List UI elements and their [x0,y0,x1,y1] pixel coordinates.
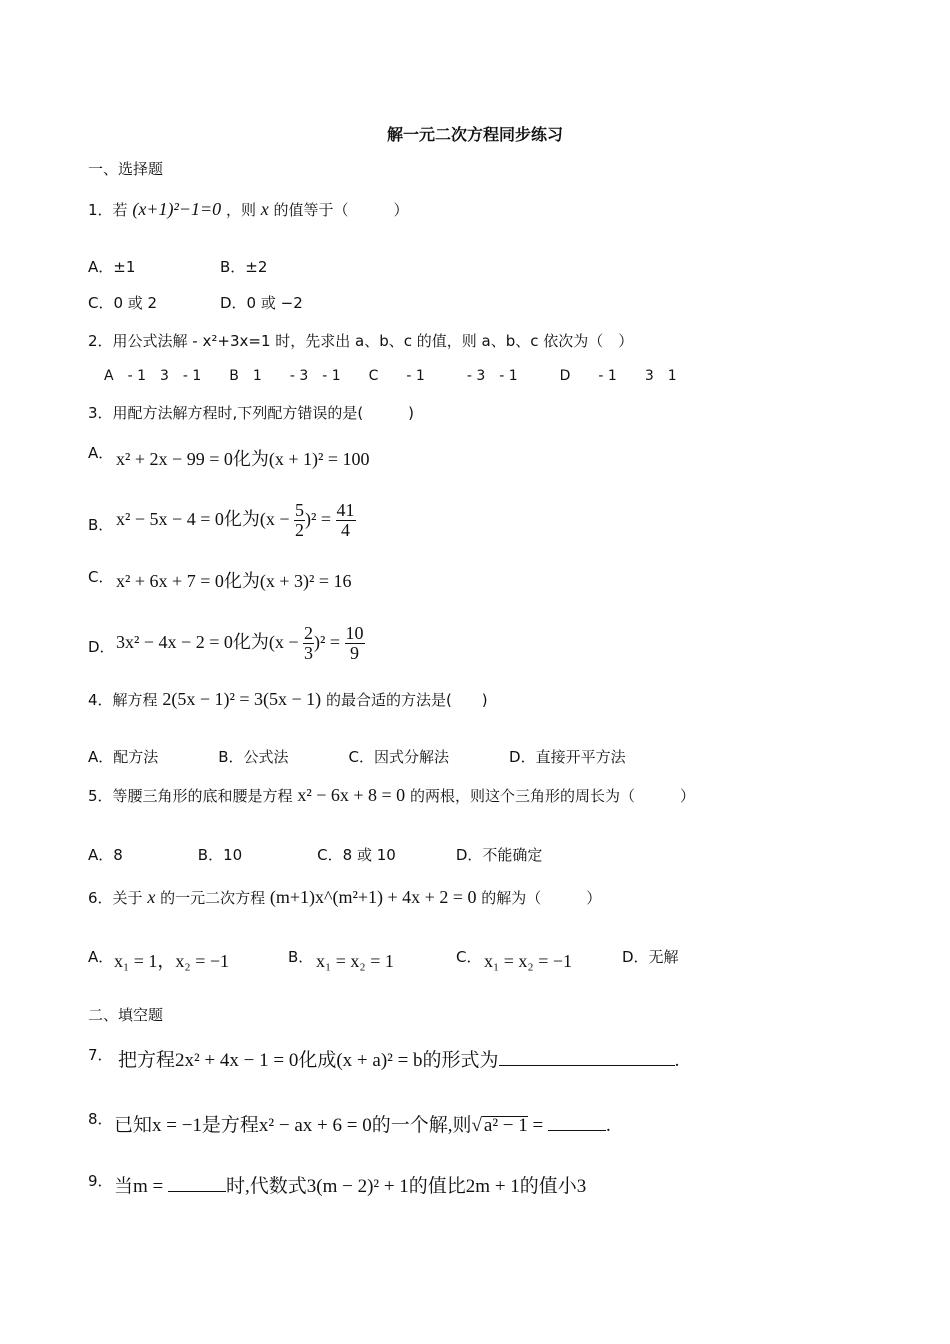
question-3-b-fraction [294,501,305,540]
question-7-end: . [674,1050,680,1071]
question-3-b-frac-num: 5 [295,500,304,521]
question-6-option-a-equation: x₁ = 1，x₂ = −1 [114,951,230,971]
question-7-answer-blank [499,1064,675,1066]
question-3-b-rhs-num: 41 [336,500,355,521]
question-3-option-c-equation: x² + 6x + 7 = 0化为(x + 3)² = 16 [116,571,352,591]
question-7 [118,1052,679,1070]
question-4-options: A．配方法 B．公式法 C．因式分解法 D．直接开平方法 [88,748,626,766]
question-3-d-rhs-den: 9 [350,643,360,664]
question-3-d-left: 3x² − 4x − 2 = 0化为(x − [116,632,303,652]
section-heading-fill: 二、填空题 [88,1006,164,1024]
question-6-option-d: D．无解 [622,948,679,966]
question-3-d-mid: )² = [314,632,345,652]
question-3-d-frac-num: 2 [304,623,313,644]
question-1 [88,200,409,219]
question-9-left: 当m = [114,1176,168,1197]
question-3-option-a-label: A． [88,444,114,462]
question-8-answer-blank [548,1129,606,1131]
question-5-number: 5．等腰三角形的底和腰是方程 [88,787,293,805]
question-1-option-b: B．±2 [220,258,268,276]
question-6-option-a-label: A． [88,948,114,966]
question-3-option-b-equation [116,497,356,541]
question-2-options: A - 1 3 - 1 B 1 - 3 - 1 C - 1 - 3 - 1 D - 1 3 1 [104,368,677,384]
question-9-number: 9． [88,1172,113,1190]
question-6-var: x [147,887,156,907]
question-3-option-b-label: B． [88,516,114,534]
question-3-b-frac-den: 2 [295,520,304,541]
question-3: 3．用配方法解方程时,下列配方错误的是( ) [88,404,415,422]
question-1-option-a: A．±1 [88,258,136,276]
question-8-text: 已知x = −1是方程x² − ax + 6 = 0的一个解,则 [114,1115,472,1136]
question-6-option-b-equation: x₁ = x₂ = 1 [316,951,394,971]
question-7-number: 7． [88,1046,113,1064]
question-3-b-rhs [336,501,356,540]
question-3-d-rhs-num: 10 [345,623,364,644]
question-3-option-d-label: D． [88,638,115,656]
question-3-b-rhs-den: 4 [341,520,351,541]
question-6-equation: (m+1)x^(m²+1) + 4x + 2 = 0 [269,887,477,907]
question-3-d-rhs [345,624,365,663]
question-4-number: 4．解方程 [88,691,158,709]
question-6-tail: 的解为（ ） [481,889,602,907]
question-4-equation: 2(5x − 1)² = 3(5x − 1) [162,689,322,709]
question-6-mid: 的一元二次方程 [160,889,266,907]
question-5-tail: 的两根，则这个三角形的周长为（ ） [409,787,695,805]
sqrt-icon: √ [471,1115,482,1136]
question-1-option-c: C．0 或 2 [88,294,158,312]
question-8-eq: = [527,1115,548,1136]
question-3-b-mid: )² = [305,509,336,529]
question-9-answer-blank [168,1190,226,1192]
question-7-text: 把方程2x² + 4x − 1 = 0化成(x + a)² = b的形式为 [118,1050,499,1071]
question-6-option-c-equation: x₁ = x₂ = −1 [484,951,573,971]
question-6-number: 6．关于 [88,889,143,907]
question-3-option-a-equation: x² + 2x − 99 = 0化为(x + 1)² = 100 [116,449,370,469]
question-5-options: A．8 B．10 C．8 或 10 D．不能确定 [88,846,543,864]
question-1-option-d: D．0 或 −2 [220,294,303,312]
section-heading-choice: 一、选择题 [88,160,164,178]
question-8 [114,1116,611,1135]
question-2: 2．用公式法解 - x²+3x=1 时，先求出 a、b、c 的值，则 a、b、c 依次为（ ） [88,332,634,350]
question-6 [88,888,601,907]
question-8-number: 8． [88,1110,113,1128]
question-1-mid: ，则 [225,201,256,219]
question-3-b-left: x² − 5x − 4 = 0化为(x − [116,509,294,529]
question-3-option-c-label: C． [88,568,114,586]
question-3-option-d-equation [116,620,365,664]
question-8-end: . [605,1115,611,1136]
question-8-sqrt: a² − 1 [483,1115,528,1136]
question-1-var: x [260,199,269,219]
question-1-equation: (x+1)²−1=0 [132,199,222,219]
question-6-option-c-label: C． [456,948,482,966]
page-title: 解一元二次方程同步练习 [386,125,563,144]
question-6-option-b-label: B． [288,948,314,966]
question-1-number: 1．若 [88,201,128,219]
question-1-tail: 的值等于（ ） [273,201,409,219]
question-4 [88,690,488,709]
question-9 [114,1178,586,1196]
question-5-equation: x² − 6x + 8 = 0 [297,785,406,805]
question-3-d-frac-den: 3 [304,643,313,664]
question-5 [88,786,695,805]
question-3-d-fraction [303,624,314,663]
question-9-right: 时,代数式3(m − 2)² + 1的值比2m + 1的值小3 [226,1176,587,1197]
question-4-tail: 的最合适的方法是( ) [325,691,488,709]
